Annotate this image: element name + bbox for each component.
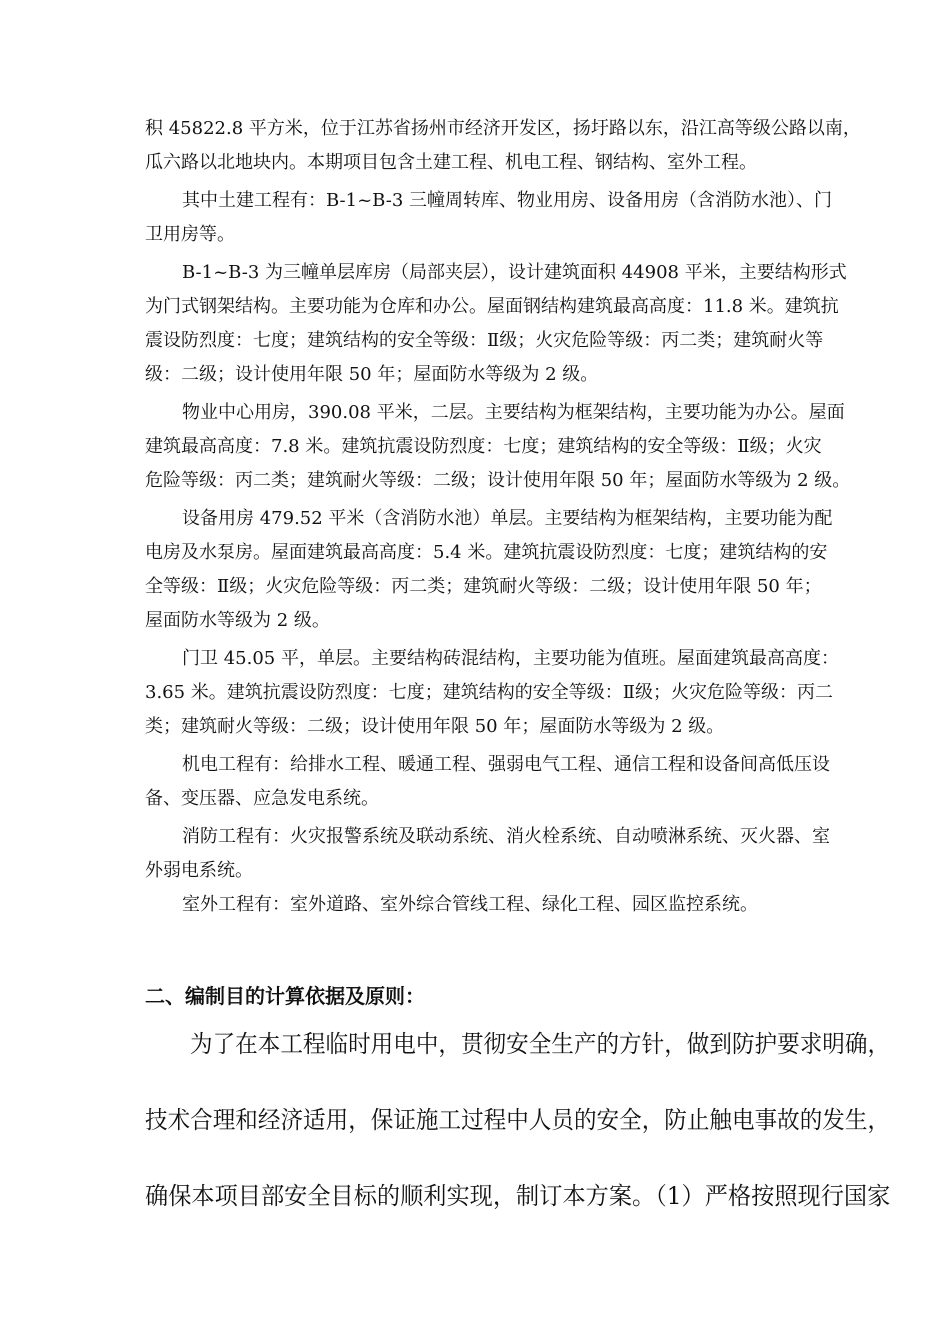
text-line: 积 45822.8 平方米，位于江苏省扬州市经济开发区，扬圩路以东，沿江高等级公路以南，	[145, 118, 861, 139]
text-line: 瓜六路以北地块内。本期项目包含土建工程、机电工程、钢结构、室外工程。	[145, 152, 757, 173]
text-line: 室外工程有：室外道路、室外综合管线工程、绿化工程、园区监控系统。	[182, 894, 758, 915]
text-line: 其中土建工程有：B-1~B-3 三幢周转库、物业用房、设备用房（含消防水池）、门	[182, 190, 832, 211]
text-line: 确保本项目部安全目标的顺利实现，制订本方案。（1）严格按照现行国家	[145, 1182, 891, 1210]
text-line: 备、变压器、应急发电系统。	[145, 788, 379, 809]
text-line: 建筑最高高度：7.8 米。建筑抗震设防烈度：七度；建筑结构的安全等级：Ⅱ级；火灾	[145, 436, 822, 457]
text-line: 级：二级；设计使用年限 50 年；屋面防水等级为 2 级。	[145, 364, 599, 385]
text-line: 震设防烈度：七度；建筑结构的安全等级：Ⅱ级；火灾危险等级：丙二类；建筑耐火等	[145, 330, 824, 351]
text-line: 物业中心用房，390.08 平米，二层。主要结构为框架结构，主要功能为办公。屋面	[182, 402, 845, 423]
text-line: 类；建筑耐火等级：二级；设计使用年限 50 年；屋面防水等级为 2 级。	[145, 716, 725, 737]
text-line: 技术合理和经济适用，保证施工过程中人员的安全，防止触电事故的发生，	[145, 1106, 891, 1134]
text-line: 全等级：Ⅱ级；火灾危险等级：丙二类；建筑耐火等级：二级；设计使用年限 50 年；	[145, 576, 822, 597]
text-line: 消防工程有：火灾报警系统及联动系统、消火栓系统、自动喷淋系统、灭火器、室	[182, 826, 830, 847]
text-line: 屋面防水等级为 2 级。	[145, 610, 330, 631]
text-line: 外弱电系统。	[145, 860, 253, 881]
text-line: 危险等级：丙二类；建筑耐火等级：二级；设计使用年限 50 年；屋面防水等级为 2 级。	[145, 470, 851, 491]
text-line: B-1~B-3 为三幢单层库房（局部夹层），设计建筑面积 44908 平米，主要结构形式	[182, 262, 847, 283]
section-2-heading: 二、编制目的计算依据及原则：	[145, 984, 425, 1008]
text-line: 为门式钢架结构。主要功能为仓库和办公。屋面钢结构建筑最高高度：11.8 米。建筑抗	[145, 296, 839, 317]
text-line: 3.65 米。建筑抗震设防烈度：七度；建筑结构的安全等级：Ⅱ级；火灾危险等级：丙二	[145, 682, 834, 703]
text-line: 设备用房 479.52 平米（含消防水池）单层。主要结构为框架结构，主要功能为配	[182, 508, 833, 529]
text-line: 卫用房等。	[145, 224, 235, 245]
text-line: 电房及水泵房。屋面建筑最高高度：5.4 米。建筑抗震设防烈度：七度；建筑结构的安	[145, 542, 828, 563]
text-line: 为了在本工程临时用电中，贯彻安全生产的方针，做到防护要求明确，	[190, 1030, 891, 1058]
text-line: 机电工程有：给排水工程、暖通工程、强弱电气工程、通信工程和设备间高低压设	[182, 754, 830, 775]
text-line: 门卫 45.05 平，单层。主要结构砖混结构，主要功能为值班。屋面建筑最高高度：	[182, 648, 839, 669]
